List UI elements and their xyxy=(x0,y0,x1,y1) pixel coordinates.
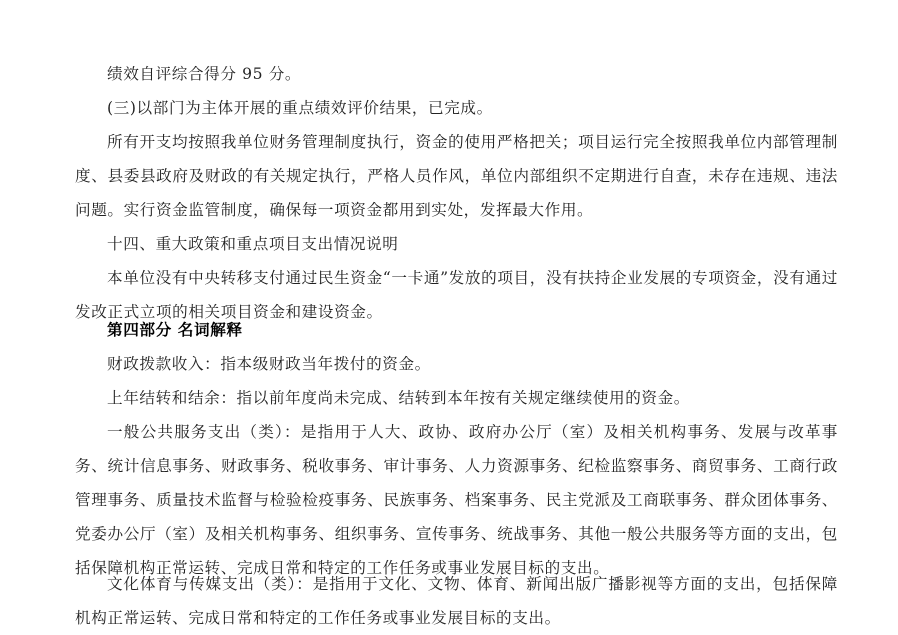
general-public-services-definition: 一般公共服务支出（类）：是指用于人大、政协、政府办公厅（室）及相关机构事务、发展与改革事务、统计信息事务、财政事务、税收事务、审计事务、人力资源事务、纪检监察事务、商贸事务、工商行政管理事务、质量技术监督与检验检疫事务、民族事务、档案事务、民主党派及工商联事务、群众团体事务、党委办公厅（室）及相关机构事务、组织事务、宣传事务、统战事务、其他一般公共服务等方面的支出，包括保障机构正常运转、完成日常和特定的工作任务或事业发展目标的支出。 xyxy=(75,423,838,577)
carryover-definition: 上年结转和结余：指以前年度尚未完成、结转到本年按有关规定继续使用的资金。 xyxy=(107,389,690,407)
section-fourteen-heading: 十四、重大政策和重点项目支出情况说明 xyxy=(107,235,399,253)
fund-management-paragraph: 所有开支均按照我单位财务管理制度执行，资金的使用严格把关；项目运行完全按照我单位内部管理制度、县委县政府及财政的有关规定执行，严格人员作风，单位内部组织不定期进行自查，未存在违规、违法问题。实行资金监管制度，确保每一项资金都用到实处，发挥最大作用。 xyxy=(75,133,838,219)
culture-sports-media-definition: 文化体育与传媒支出（类）：是指用于文化、文物、体育、新闻出版广播影视等方面的支出，包括保障机构正常运转、完成日常和特定的工作任务或事业发展目标的支出。 xyxy=(75,575,838,627)
performance-score-paragraph: 绩效自评综合得分 95 分。 xyxy=(107,65,302,83)
central-transfer-paragraph: 本单位没有中央转移支付通过民生资金“一卡通”发放的项目，没有扶持企业发展的专项资金，没有通过发改正式立项的相关项目资金和建设资金。 xyxy=(75,269,838,321)
part-four-heading: 第四部分 名词解释 xyxy=(107,321,243,339)
fiscal-allocation-definition: 财政拨款收入：指本级财政当年拨付的资金。 xyxy=(107,355,431,373)
evaluation-result-paragraph: (三)以部门为主体开展的重点绩效评价结果，已完成。 xyxy=(107,99,493,117)
